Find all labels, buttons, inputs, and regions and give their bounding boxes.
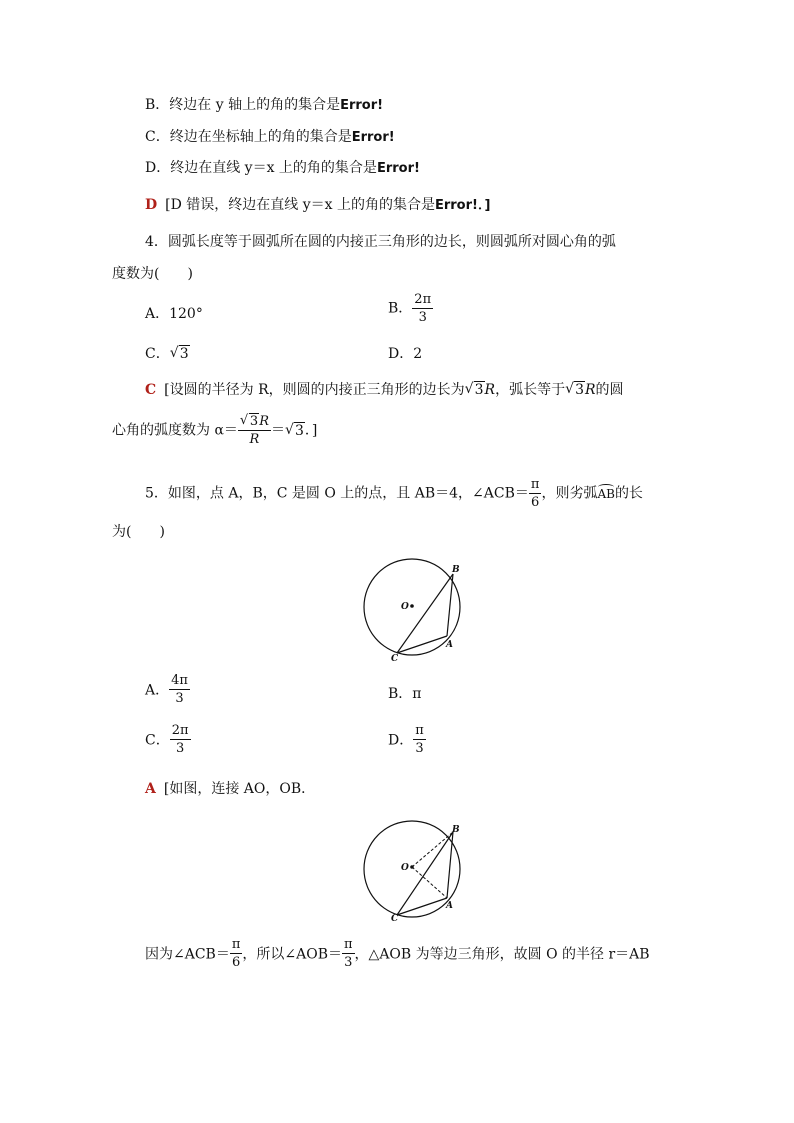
label-o: O (401, 602, 409, 612)
q4-answer-letter: C (145, 382, 157, 398)
q3-explanation: [D 错误，终边在直线 y＝x 上的角的集合是 (165, 197, 435, 213)
q3-answer-letter: D (145, 197, 158, 213)
fraction-denominator: R (249, 432, 260, 447)
chord-ca (397, 636, 447, 653)
fraction-denominator: 3 (175, 691, 184, 706)
q4-option-c (145, 344, 190, 364)
q4-option-a: A．120° (145, 306, 203, 322)
q5-option-c-label: C． (145, 732, 170, 749)
q5-angle-fraction (529, 478, 542, 509)
q5-answer-line2 (145, 938, 650, 969)
equals-sign: ＝ (270, 422, 285, 439)
label-b: B (452, 565, 460, 575)
q5-stem-mid: ，则劣弧 (541, 485, 598, 502)
q5-option-a-fraction (169, 674, 190, 705)
q5-explanation-text: [如图，连接 AO，OB． (163, 781, 316, 797)
q3-option-c-text: C．终边在坐标轴上的角的集合是 (145, 129, 352, 145)
q4-answer-line1 (145, 380, 624, 400)
q3-answer (145, 195, 490, 216)
q5-option-a (145, 674, 190, 705)
q5-option-a-label: A． (145, 682, 170, 699)
q4-option-b-fraction (412, 293, 433, 324)
center-point (410, 604, 414, 608)
fraction-denominator: 6 (531, 495, 540, 510)
sqrt-sign (170, 344, 190, 364)
angle-aob-fraction (342, 938, 355, 969)
q3-option-d-text: D．终边在直线 y＝x 上的角的集合是 (145, 160, 377, 176)
fraction-denominator: 3 (344, 955, 353, 970)
q4-option-b (388, 293, 433, 324)
fraction-denominator: 3 (175, 741, 185, 756)
q5-explanation2-end: ，△AOB 为等边三角形，故圆 O 的半径 r＝AB (354, 946, 650, 963)
q5-option-b: B．π (388, 686, 422, 702)
fraction-denominator: 6 (231, 955, 241, 970)
center-point (410, 865, 414, 869)
chord-ab (447, 574, 453, 636)
sqrt-sign (285, 423, 305, 439)
radicand: 3 (474, 382, 484, 398)
fraction-numerator: π (344, 937, 353, 952)
fraction-numerator (238, 415, 271, 431)
q3-explanation-end: Error!．] (434, 198, 491, 213)
q3-option-d (145, 158, 420, 179)
q5-option-d (388, 724, 426, 755)
q5-explanation2-mid: ，所以∠AOB＝ (242, 946, 342, 963)
q4-stem-line2: 度数为( ) (112, 266, 193, 282)
fraction-numerator: 2π (171, 723, 189, 738)
sqrt-sign (465, 380, 485, 400)
q5-stem-text: 5．如图，点 A，B，C 是圆 O 上的点，且 AB＝4，∠ACB＝ (145, 485, 529, 502)
radicand: 3 (575, 382, 584, 398)
q4-answer-line2 (112, 415, 317, 446)
angle-acb-fraction (230, 938, 243, 969)
fraction-numerator: π (231, 937, 241, 952)
q3-option-c-error: Error! (351, 130, 395, 145)
label-b: B (452, 825, 460, 835)
q5-stem-line1 (145, 478, 643, 509)
q5-answer-line1 (145, 779, 315, 799)
fraction-denominator: 3 (418, 310, 427, 325)
label-c: C (391, 914, 399, 924)
q5-stem-end: 的长 (614, 485, 643, 502)
alpha-fraction (238, 415, 271, 446)
radius-oa (412, 867, 447, 898)
variable-r: R (484, 382, 496, 398)
q5-option-c (145, 724, 191, 755)
radicand: 3 (179, 346, 189, 362)
q3-option-b-text: B．终边在 y 轴上的角的集合是 (145, 97, 341, 113)
fraction-denominator: 3 (415, 741, 424, 756)
q4-option-c-label: C． (145, 346, 170, 362)
q5-option-d-label: D． (388, 732, 414, 749)
sqrt-sign (565, 380, 585, 400)
chord-cb (397, 574, 453, 653)
sqrt-sign (240, 415, 259, 428)
variable-r: R (259, 414, 269, 429)
chord-ab (447, 832, 453, 898)
q5-stem-line2: 为( ) (112, 524, 165, 540)
q4-explanation2-text: 心角的弧度数为 α＝ (112, 422, 238, 439)
q3-option-b (145, 95, 383, 116)
chord-ca (397, 898, 447, 915)
q3-option-b-error: Error! (340, 98, 384, 113)
chord-cb (397, 832, 453, 915)
label-o: O (401, 863, 409, 873)
fraction-numerator: π (530, 477, 540, 492)
q3-option-c (145, 127, 395, 148)
q3-option-d-error: Error! (376, 161, 420, 176)
q4-explanation2-end: ．] (304, 422, 318, 439)
q5-solution-figure (355, 820, 470, 925)
label-c: C (391, 654, 399, 663)
q4-explanation-text: [设圆的半径为 R，则圆的内接正三角形的边长为 (164, 382, 465, 398)
label-a: A (446, 901, 453, 911)
q5-answer-letter: A (145, 781, 156, 797)
q4-option-b-label: B． (388, 300, 413, 317)
fraction-numerator: 2π (414, 292, 432, 307)
q4-option-d: D．2 (388, 346, 423, 362)
radicand: 3 (294, 422, 304, 439)
fraction-numerator: π (415, 723, 424, 738)
radicand: 3 (249, 414, 259, 429)
q4-explanation-mid: ，弧长等于 (495, 382, 566, 398)
arc-ab-symbol: AB (597, 486, 615, 501)
q5-circle-figure (355, 558, 470, 663)
q4-explanation-end: 的圆 (595, 382, 624, 398)
variable-r: R (585, 382, 596, 398)
q5-option-c-fraction (170, 724, 191, 755)
q5-explanation2-text: 因为∠ACB＝ (145, 946, 230, 963)
q4-stem-line1: 4．圆弧长度等于圆弧所在圆的内接正三角形的边长，则圆弧所对圆心角的弧 (145, 234, 616, 250)
label-a: A (446, 640, 453, 650)
q5-option-d-fraction (413, 724, 426, 755)
fraction-numerator: 4π (171, 673, 188, 688)
